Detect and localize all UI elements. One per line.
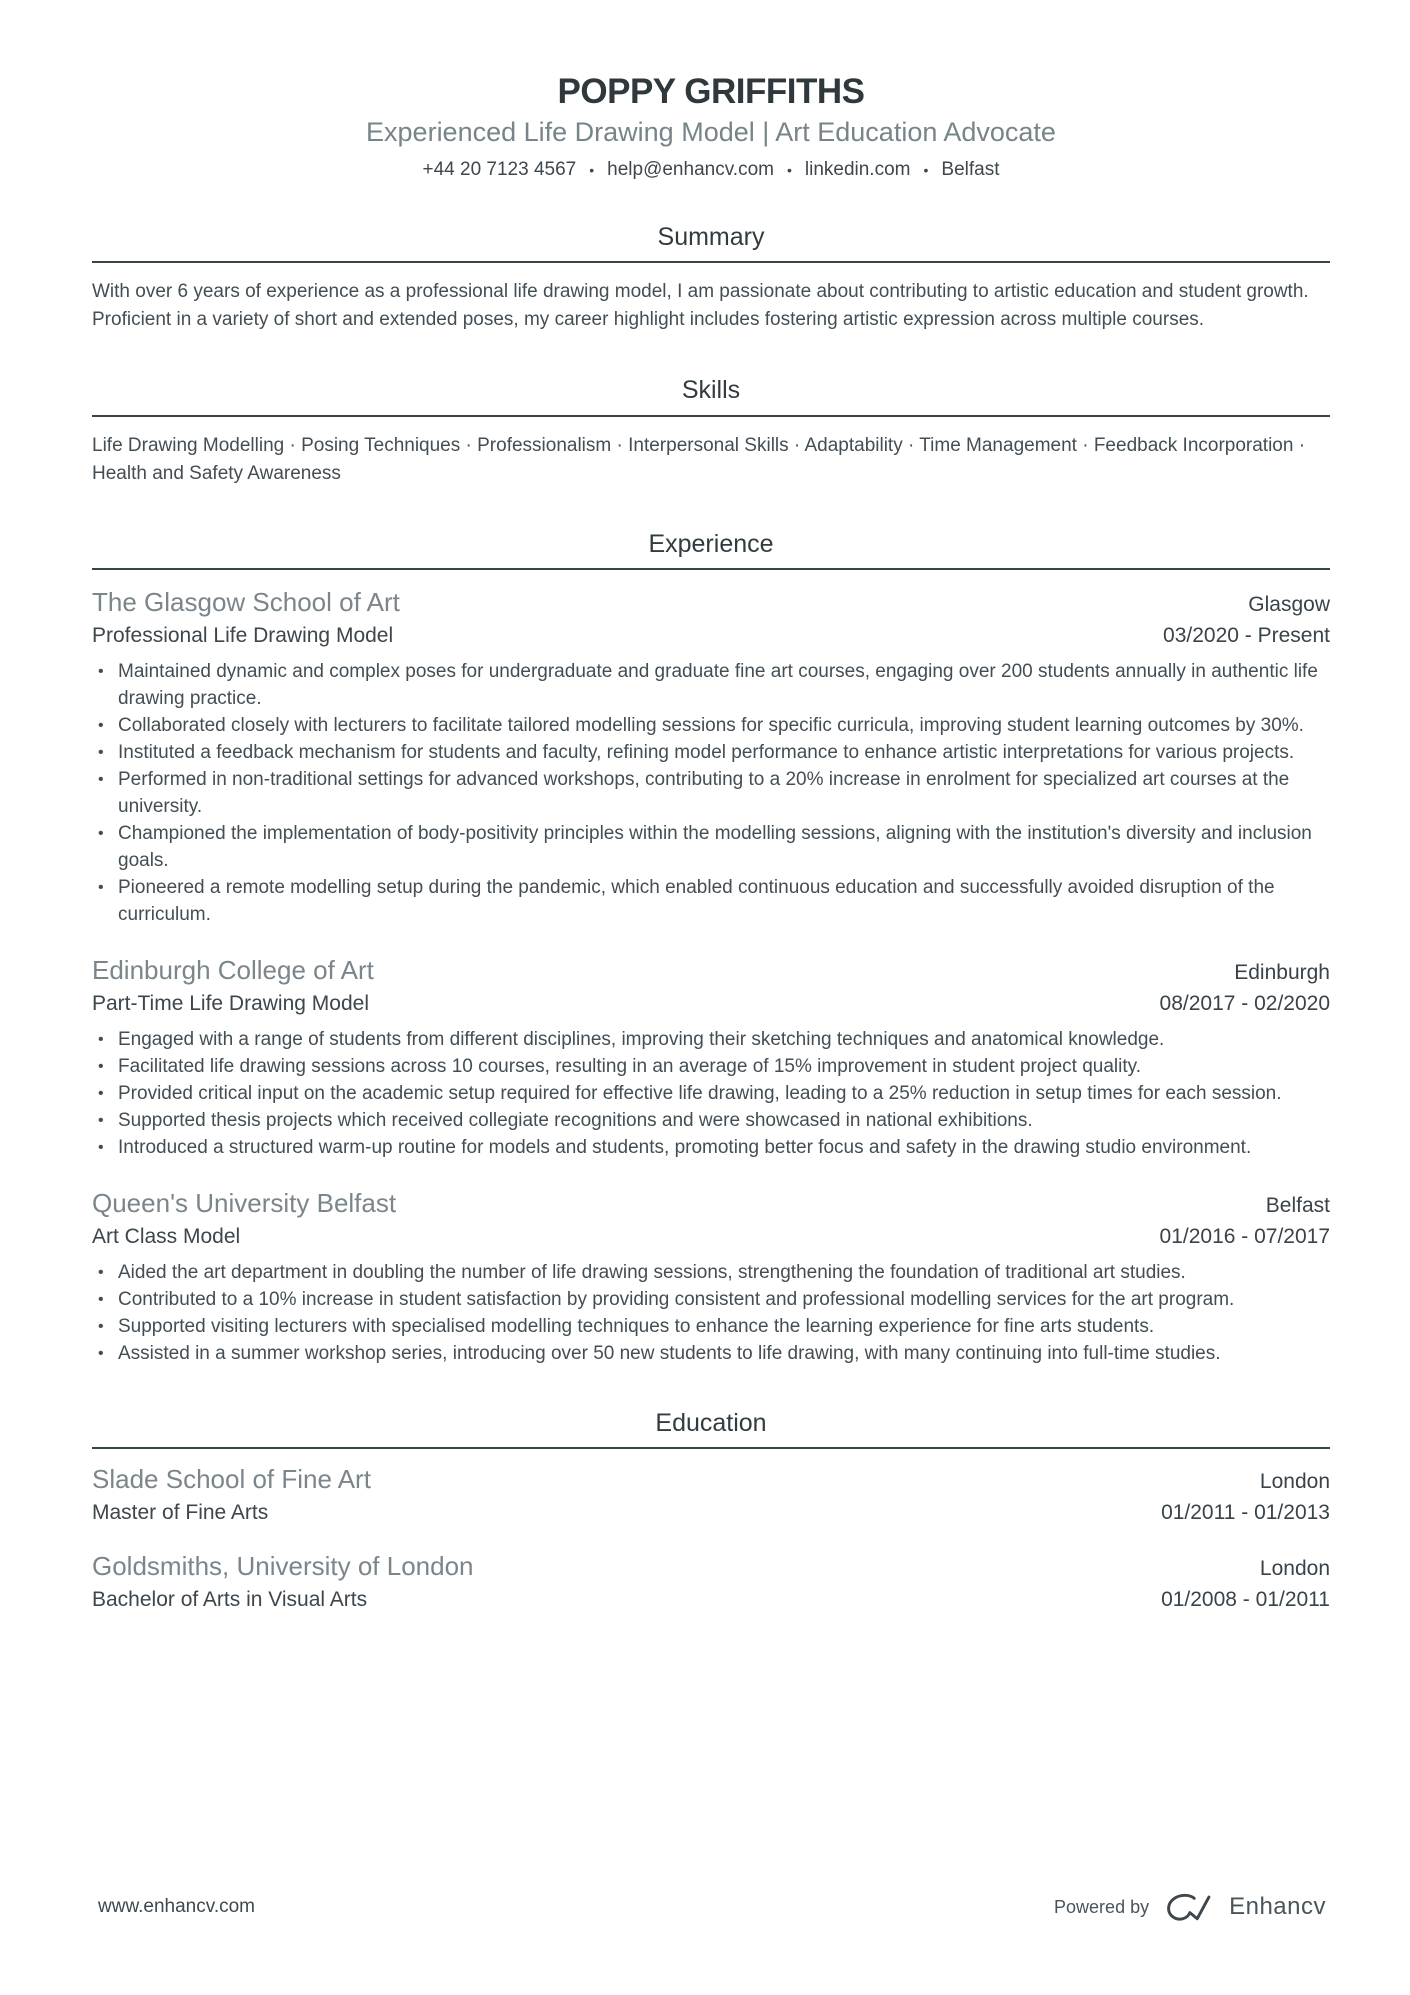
job-title: Art Class Model [92, 1224, 241, 1248]
company-name: Queen's University Belfast [92, 1188, 397, 1219]
skills-section [92, 374, 1330, 488]
job-bullet: • Instituted a feedback mechanism for students and faculty, refining model performance to enhance artistic interpretations for various projects. [92, 739, 1330, 766]
page-footer [98, 1891, 1326, 1923]
job-bullet-list [92, 658, 1330, 928]
job-bullet: • Performed in non-traditional settings for advanced workshops, contributing to a 20% increase in enrolment for specialized art courses at the university. [92, 766, 1330, 820]
skills-heading: Skills [681, 376, 741, 405]
job-bullet-list [92, 1259, 1330, 1367]
company-name: The Glasgow School of Art [92, 587, 400, 618]
degree-name: Master of Fine Arts [92, 1500, 269, 1524]
job-dates: 03/2020 - Present [1163, 623, 1330, 647]
candidate-headline: Experienced Life Drawing Model | Art Education Advocate [366, 117, 1056, 148]
job-header-row [92, 1187, 1330, 1220]
job-location: Glasgow [1248, 593, 1330, 617]
location-text: Belfast [941, 158, 1000, 180]
job-subheader-row [92, 622, 1330, 649]
bullet-separator-icon: • [589, 161, 595, 178]
education-dates: 01/2011 - 01/2013 [1161, 1500, 1330, 1524]
job-bullet-list [92, 1026, 1330, 1161]
section-divider [92, 415, 1330, 417]
section-divider [92, 568, 1330, 570]
school-location: London [1259, 1557, 1330, 1581]
skills-text: Life Drawing Modelling · Posing Techniques · Professionalism · Interpersonal Skills · Adaptability · Time Management · Feedback Incorporation · Health and Safety Awareness [92, 434, 1306, 484]
education-section [92, 1407, 1330, 1613]
linkedin-link[interactable]: linkedin.com [804, 158, 911, 180]
job-title: Part-Time Life Drawing Model [92, 991, 369, 1015]
phone-number: +44 20 7123 4567 [422, 158, 577, 180]
education-header-row [92, 1550, 1330, 1583]
job-bullet: • Supported thesis projects which received collegiate recognitions and were showcased in national exhibitions. [92, 1107, 1330, 1134]
education-dates: 01/2008 - 01/2011 [1161, 1587, 1330, 1611]
education-entry [92, 1463, 1330, 1526]
education-header-row [92, 1463, 1330, 1496]
resume-header [92, 72, 1330, 181]
experience-heading: Experience [648, 529, 774, 558]
job-bullet: • Contributed to a 10% increase in student satisfaction by providing consistent and professional modelling services for the art program. [92, 1286, 1330, 1313]
job-bullet: • Collaborated closely with lecturers to facilitate tailored modelling sessions for specific curricula, improving student learning outcomes by 30%. [92, 712, 1330, 739]
enhancv-logo-icon [1163, 1891, 1215, 1923]
summary-heading: Summary [657, 222, 765, 251]
email-link[interactable]: help@enhancv.com [607, 158, 774, 180]
job-header-row [92, 954, 1330, 987]
enhancv-brand-name[interactable]: Enhancv [1229, 1893, 1326, 1920]
education-heading: Education [655, 1408, 767, 1437]
job-title: Professional Life Drawing Model [92, 623, 394, 647]
powered-by-group [1054, 1891, 1326, 1923]
section-divider [92, 1447, 1330, 1449]
contact-row [92, 159, 1330, 181]
bullet-separator-icon: • [786, 161, 792, 178]
degree-name: Bachelor of Arts in Visual Arts [92, 1587, 368, 1611]
job-bullet: • Provided critical input on the academic setup required for effective life drawing, leading to a 25% reduction in setup times for each session. [92, 1080, 1330, 1107]
enhancv-site-link[interactable]: www.enhancv.com [98, 1896, 255, 1917]
bullet-separator-icon: • [923, 161, 929, 178]
candidate-name: POPPY GRIFFITHS [557, 72, 865, 111]
experience-section [92, 528, 1330, 1367]
job-bullet: • Supported visiting lecturers with specialised modelling techniques to enhance the learning experience for fine arts students. [92, 1313, 1330, 1340]
job-subheader-row [92, 1223, 1330, 1250]
job-dates: 08/2017 - 02/2020 [1159, 991, 1330, 1015]
summary-text: With over 6 years of experience as a professional life drawing model, I am passionate about contributing to artistic education and student growth. Proficient in a variety of short and extended poses, my career highlight includes fostering artistic expression across multiple courses. [92, 281, 1309, 331]
education-subheader-row [92, 1586, 1330, 1613]
job-entry [92, 586, 1330, 928]
powered-by-label: Powered by [1054, 1896, 1150, 1917]
summary-section [92, 221, 1330, 335]
job-entry [92, 954, 1330, 1161]
school-location: London [1259, 1470, 1330, 1494]
job-bullet: • Engaged with a range of students from different disciplines, improving their sketching techniques and anatomical knowledge. [92, 1026, 1330, 1053]
job-bullet: • Pioneered a remote modelling setup during the pandemic, which enabled continuous education and successfully avoided disruption of the curriculum. [92, 874, 1330, 928]
job-location: Edinburgh [1234, 961, 1330, 985]
job-bullet: • Championed the implementation of body-positivity principles within the modelling sessions, aligning with the institution's diversity and inclusion goals. [92, 820, 1330, 874]
education-entry [92, 1550, 1330, 1613]
job-dates: 01/2016 - 07/2017 [1159, 1224, 1330, 1248]
job-bullet: • Maintained dynamic and complex poses for undergraduate and graduate fine art courses, engaging over 200 students annually in authentic life drawing practice. [92, 658, 1330, 712]
section-divider [92, 261, 1330, 263]
school-name: Goldsmiths, University of London [92, 1551, 474, 1582]
job-subheader-row [92, 990, 1330, 1017]
job-bullet: • Introduced a structured warm-up routine for models and students, promoting better focus and safety in the drawing studio environment. [92, 1134, 1330, 1161]
school-name: Slade School of Fine Art [92, 1464, 371, 1495]
education-subheader-row [92, 1499, 1330, 1526]
job-bullet: • Facilitated life drawing sessions across 10 courses, resulting in an average of 15% improvement in student project quality. [92, 1053, 1330, 1080]
job-entry [92, 1187, 1330, 1367]
job-bullet: • Aided the art department in doubling the number of life drawing sessions, strengthening the foundation of traditional art studies. [92, 1259, 1330, 1286]
job-bullet: • Assisted in a summer workshop series, introducing over 50 new students to life drawing, with many continuing into full-time studies. [92, 1340, 1330, 1367]
job-location: Belfast [1265, 1194, 1330, 1218]
job-header-row [92, 586, 1330, 619]
company-name: Edinburgh College of Art [92, 955, 374, 986]
